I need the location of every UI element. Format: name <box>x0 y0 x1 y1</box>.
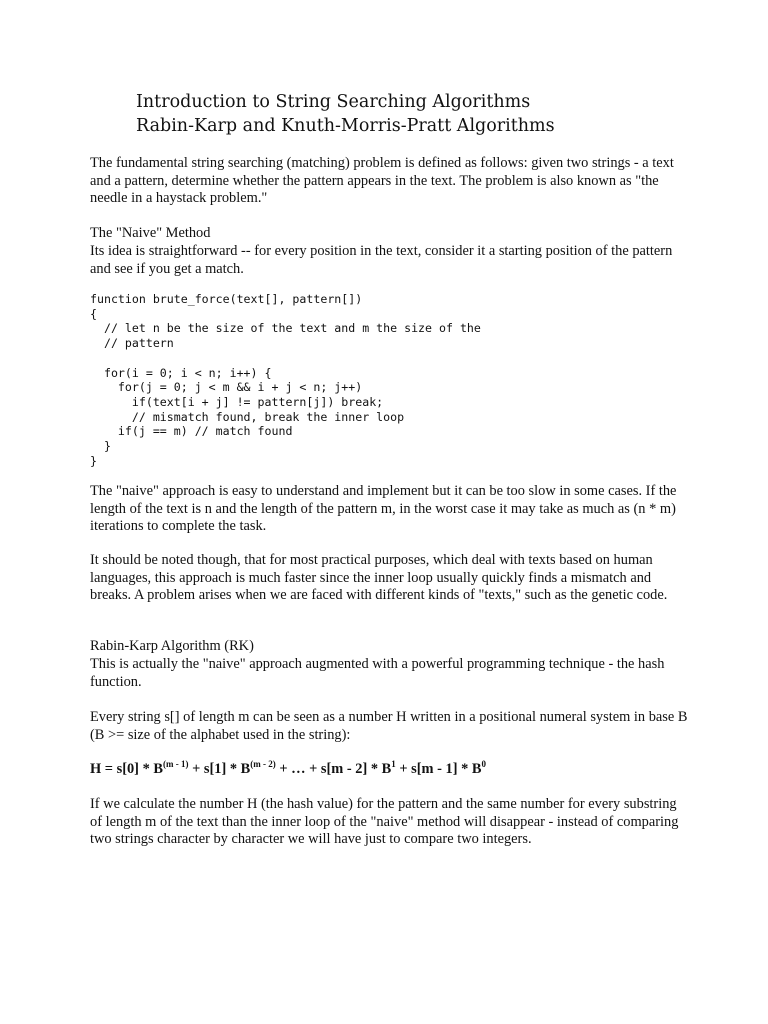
formula-exponent-1: (m - 1) <box>162 759 189 769</box>
formula-exponent-3: 1 <box>391 759 396 769</box>
hash-formula <box>90 761 486 778</box>
document-title <box>136 90 696 138</box>
brute-force-code-block: function brute_force(text[], pattern[]) { // let n be the size of the text and m the size of the // pattern for(i = 0; i < n; i++) { for(j = 0; j < m && i + j < n; j++) if(text[i + j] != pattern[j]) break; // mismatch found, break the inner loop if(j == m) // match found } } <box>90 292 481 468</box>
formula-term-2: + s[1] * B <box>188 761 251 777</box>
intro-paragraph: The fundamental string searching (matching) problem is defined as follows: given two strings - a text and a pattern, determine whether the pattern appears in the text. The problem is also known as "the needle in a haystack problem." <box>90 155 674 207</box>
formula-term-3: + … + s[m - 2] * B <box>275 761 392 777</box>
naive-slow-paragraph: The "naive" approach is easy to understand and implement but it can be too slow in some cases. If the length of the text is n and the length of the pattern m, in the worst case it may take as much as (n * m) iterations to complete the task. <box>90 483 677 535</box>
naive-method-heading: The "Naive" Method <box>90 225 211 241</box>
formula-term-4: + s[m - 1] * B <box>395 761 482 777</box>
formula-exponent-4: 0 <box>481 759 487 769</box>
formula-term-1: H = s[0] * B <box>90 761 163 777</box>
title-line-1: Introduction to String Searching Algorithms <box>136 92 531 112</box>
every-string-paragraph: Every string s[] of length m can be seen as a number H written in a positional numeral system in base B (B >= size of the alphabet used in the string): <box>90 709 688 743</box>
naive-idea-paragraph: Its idea is straightforward -- for every position in the text, consider it a starting position of the pattern and see if you get a match. <box>90 243 673 277</box>
rabin-karp-intro-paragraph: This is actually the "naive" approach augmented with a powerful programming technique - the hash function. <box>90 656 665 690</box>
rabin-karp-heading: Rabin-Karp Algorithm (RK) <box>90 638 254 654</box>
title-line-2: Rabin-Karp and Knuth-Morris-Pratt Algorithms <box>136 116 555 136</box>
formula-exponent-2: (m - 2) <box>250 759 276 769</box>
naive-noted-paragraph: It should be noted though, that for most practical purposes, which deal with texts based on human languages, this approach is much faster since the inner loop usually quickly finds a mismatch and breaks. A problem arises when we are faced with different kinds of "texts," such as the genetic code. <box>90 552 668 604</box>
hash-value-paragraph: If we calculate the number H (the hash value) for the pattern and the same number for every substring of length m of the text than the inner loop of the "naive" method will disappear - instead of comparing two strings character by character we will have just to compare two integers. <box>90 796 679 848</box>
